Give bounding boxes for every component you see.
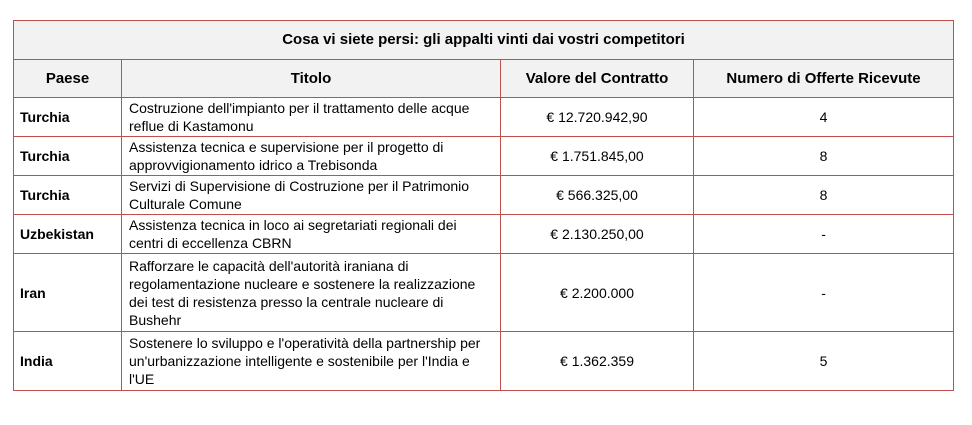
table-row	[14, 176, 954, 215]
row-contract-value: € 566.325,00	[501, 176, 694, 215]
row-offers-count: 8	[694, 137, 954, 176]
row-title: Servizi di Supervisione di Costruzione per il Patrimonio Culturale Comune	[122, 176, 501, 215]
row-offers-count: -	[694, 254, 954, 332]
row-contract-value: € 1.362.359	[501, 332, 694, 391]
table-row	[14, 254, 954, 332]
row-title: Rafforzare le capacità dell'autorità iraniana di regolamentazione nucleare e sostenere la realizzazione dei test di resistenza presso la centrale nucleare di Bushehr	[122, 254, 501, 332]
row-offers-count: 5	[694, 332, 954, 391]
table-caption-row	[14, 21, 954, 60]
header-title: Titolo	[122, 60, 501, 98]
table-caption: Cosa vi siete persi: gli appalti vinti dai vostri competitori	[14, 21, 954, 60]
row-country: Turchia	[14, 98, 122, 137]
header-offers-received: Numero di Offerte Ricevute	[694, 60, 954, 98]
row-contract-value: € 2.130.250,00	[501, 215, 694, 254]
row-title: Assistenza tecnica e supervisione per il progetto di approvvigionamento idrico a Trebisonda	[122, 137, 501, 176]
row-country: Turchia	[14, 176, 122, 215]
row-country: Uzbekistan	[14, 215, 122, 254]
row-title: Costruzione dell'impianto per il trattamento delle acque reflue di Kastamonu	[122, 98, 501, 137]
tenders-table-container	[13, 20, 954, 391]
header-country: Paese	[14, 60, 122, 98]
tenders-table	[13, 20, 954, 391]
row-country: Iran	[14, 254, 122, 332]
row-country: India	[14, 332, 122, 391]
table-row	[14, 332, 954, 391]
row-contract-value: € 2.200.000	[501, 254, 694, 332]
table-row	[14, 98, 954, 137]
row-title: Assistenza tecnica in loco ai segretariati regionali dei centri di eccellenza CBRN	[122, 215, 501, 254]
row-offers-count: 8	[694, 176, 954, 215]
table-row	[14, 137, 954, 176]
row-offers-count: 4	[694, 98, 954, 137]
table-header-row	[14, 60, 954, 98]
header-contract-value: Valore del Contratto	[501, 60, 694, 98]
row-contract-value: € 1.751.845,00	[501, 137, 694, 176]
table-row	[14, 215, 954, 254]
row-country: Turchia	[14, 137, 122, 176]
row-contract-value: € 12.720.942,90	[501, 98, 694, 137]
row-title: Sostenere lo sviluppo e l'operatività della partnership per un'urbanizzazione intelligente e sostenibile per l'India e l'UE	[122, 332, 501, 391]
row-offers-count: -	[694, 215, 954, 254]
